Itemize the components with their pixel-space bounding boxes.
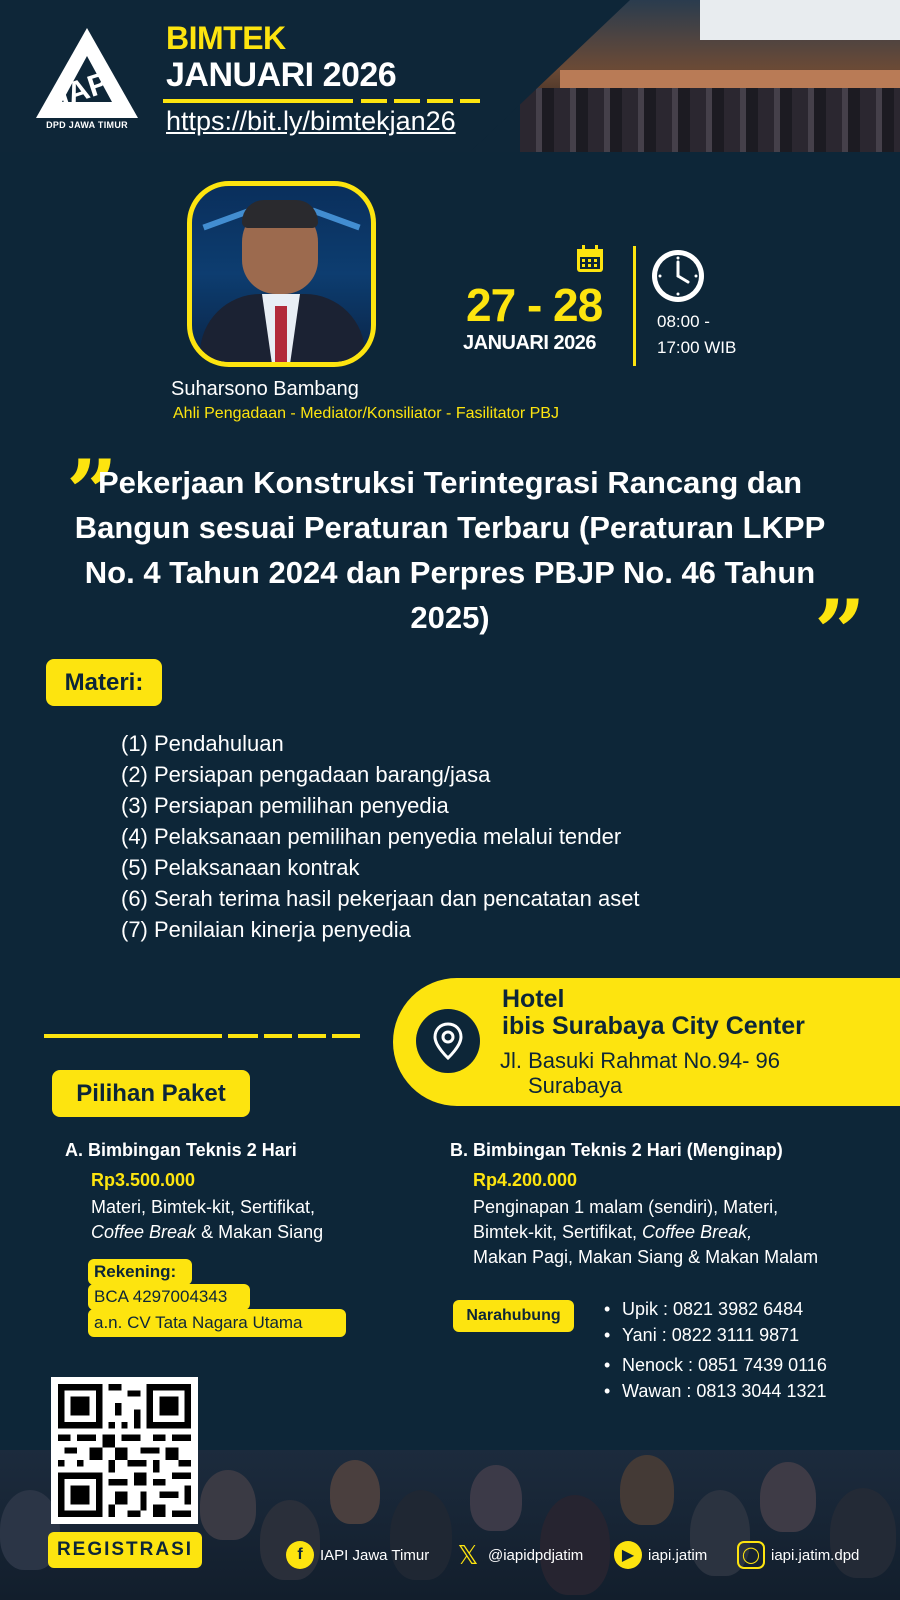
contact-list xyxy=(622,1296,827,1404)
speaker-photo xyxy=(187,181,376,367)
section-divider-dash xyxy=(228,1034,258,1038)
package-a-title: A. Bimbingan Teknis 2 Hari xyxy=(65,1140,297,1160)
materi-item: (6) Serah terima hasil pekerjaan dan pencatatan aset xyxy=(121,886,640,911)
contact-item: • Nenock : 0851 7439 0116 xyxy=(622,1352,827,1378)
calendar-icon xyxy=(576,245,604,273)
event-time-end: 17:00 WIB xyxy=(657,338,737,357)
quote-open-icon: ” xyxy=(66,440,118,546)
section-divider-dash xyxy=(332,1034,360,1038)
venue-name: ibis Surabaya City Center xyxy=(502,1012,805,1040)
materi-item: (1) Pendahuluan xyxy=(121,731,284,756)
section-divider-dash xyxy=(298,1034,326,1038)
materi-item: (2) Persiapan pengadaan barang/jasa xyxy=(121,762,491,787)
youtube-icon: ▶ xyxy=(614,1541,642,1569)
facebook-icon: f xyxy=(286,1541,314,1569)
social-x-label: @iapidpdjatim xyxy=(488,1546,584,1564)
venue-city: Surabaya xyxy=(528,1073,623,1098)
registration-link[interactable]: https://bit.ly/bimtekjan26 xyxy=(166,106,456,136)
social-youtube[interactable] xyxy=(614,1541,707,1569)
venue-address: Jl. Basuki Rahmat No.94- 96 xyxy=(500,1048,781,1073)
event-time-start: 08:00 - xyxy=(657,312,710,331)
logo-caption: DPD JAWA TIMUR xyxy=(46,120,128,130)
bank-account-label: Rekening: xyxy=(88,1259,192,1285)
social-instagram-label: iapi.jatim.dpd xyxy=(771,1546,860,1564)
social-x[interactable] xyxy=(454,1541,583,1569)
package-b-price: Rp4.200.000 xyxy=(473,1170,578,1190)
header-divider-dash xyxy=(394,99,420,103)
package-a-price: Rp3.500.000 xyxy=(91,1170,196,1190)
social-instagram[interactable] xyxy=(737,1541,859,1569)
social-youtube-label: iapi.jatim xyxy=(648,1546,708,1564)
event-month: JANUARI 2026 xyxy=(166,56,397,94)
speaker-name: Suharsono Bambang xyxy=(171,378,359,400)
event-title: Pekerjaan Konstruksi Terintegrasi Rancang dan Bangun sesuai Peraturan Terbaru (Peraturan LKPP No. 4 Tahun 2024 dan Perpres PBJP No. 46 Tahun 2025) xyxy=(74,465,826,635)
venue-type: Hotel xyxy=(502,985,565,1013)
materi-item: (4) Pelaksanaan pemilihan penyedia melalui tender xyxy=(121,824,622,849)
package-b-description: Penginapan 1 malam (sendiri), Materi, Bimtek-kit, Sertifikat, Coffee Break, Makan Pagi, Makan Siang & Makan Malam xyxy=(473,1197,819,1267)
contact-heading: Narahubung xyxy=(453,1300,574,1332)
materi-list xyxy=(121,728,640,945)
event-name: BIMTEK xyxy=(166,20,286,56)
event-date-range: 27 - 28 xyxy=(466,279,603,331)
social-facebook-label: IAPI Jawa Timur xyxy=(320,1546,430,1564)
contact-item: • Upik : 0821 3982 6484 xyxy=(622,1296,827,1322)
header-divider xyxy=(163,99,353,103)
header-divider-dash xyxy=(361,99,387,103)
materi-item: (7) Penilaian kinerja penyedia xyxy=(121,917,411,942)
package-a-description: Materi, Bimtek-kit, Sertifikat, Coffee Break & Makan Siang xyxy=(91,1197,324,1242)
location-pin-icon xyxy=(416,1009,480,1073)
section-divider xyxy=(44,1034,222,1038)
materi-item: (3) Persiapan pemilihan penyedia xyxy=(121,793,449,818)
contact-item: • Wawan : 0813 3044 1321 xyxy=(622,1378,827,1404)
package-b-title: B. Bimbingan Teknis 2 Hari (Menginap) xyxy=(450,1140,783,1160)
qr-code[interactable] xyxy=(51,1377,198,1524)
header-divider-dash xyxy=(460,99,480,103)
instagram-icon: ◯ xyxy=(737,1541,765,1569)
event-date-month: JANUARI 2026 xyxy=(463,332,596,354)
materi-item: (5) Pelaksanaan kontrak xyxy=(121,855,360,880)
speaker-role: Ahli Pengadaan - Mediator/Konsiliator - Fasilitator PBJ xyxy=(173,405,559,422)
date-time-divider xyxy=(633,246,636,366)
header-divider-dash xyxy=(427,99,453,103)
clock-icon xyxy=(650,248,706,304)
x-icon: 𝕏 xyxy=(457,1539,479,1570)
social-facebook[interactable] xyxy=(286,1541,429,1569)
section-divider-dash xyxy=(264,1034,292,1038)
contact-item: • Yani : 0822 3111 9871 xyxy=(622,1322,827,1348)
iapi-logo xyxy=(34,26,140,134)
quote-close-icon: ” xyxy=(814,580,866,686)
materi-heading: Materi: xyxy=(46,659,162,706)
register-button[interactable]: REGISTRASI xyxy=(48,1532,202,1568)
svg-text:IAPI: IAPI xyxy=(54,63,121,114)
bank-account-number: BCA 4297004343 xyxy=(88,1284,250,1310)
bank-account-holder: a.n. CV Tata Nagara Utama xyxy=(88,1309,346,1337)
package-heading: Pilihan Paket xyxy=(52,1070,250,1117)
